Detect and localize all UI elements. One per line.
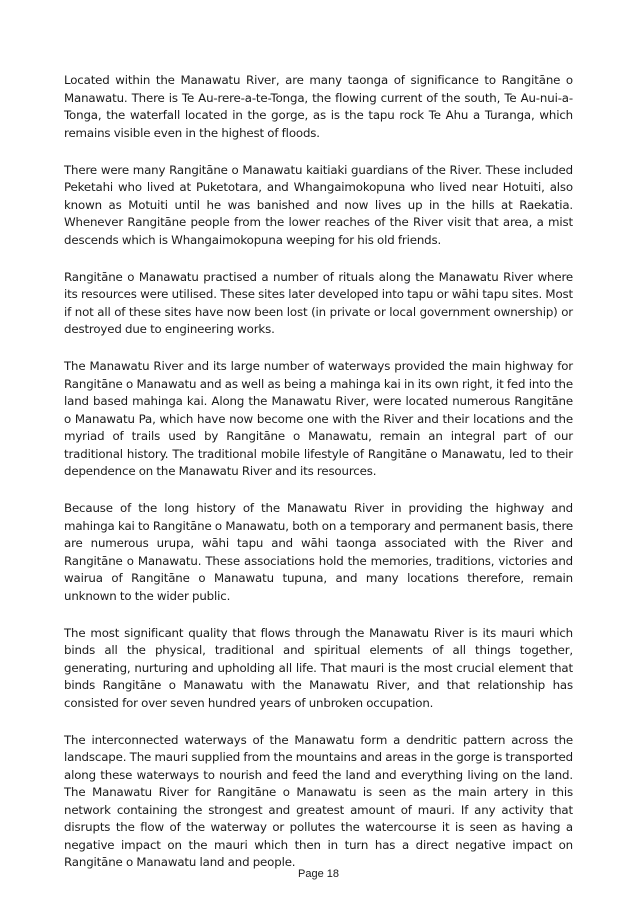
page-number: Page 18 <box>298 868 339 880</box>
paragraph-highway: The Manawatu River and its large number of waterways provided the main highway for Rangitāne o Manawatu and as well as being a mahinga kai in its own right, it fed into the land based mahinga kai. Along the Manawatu River, were located numerous Rangitāne o Manawatu Pa, which have now become one with the River and their locations and the myriad of trails used by Rangitāne o Manawatu, remain an integral part of our traditional history. The traditional mobile lifestyle of Rangitāne o Manawatu, led to their dependence on the Manawatu River and its resources. <box>64 359 573 478</box>
paragraph-taonga: Located within the Manawatu River, are many taonga of significance to Rangitāne o Manawatu. There is Te Au-rere-a-te-Tonga, the flowing current of the south, Te Au-nui-a-Tonga, the waterfall located in the gorge, as is the tapu rock Te Ahu a Turanga, which remains visible even in the highest of floods. <box>64 73 573 140</box>
page-body <box>64 72 573 891</box>
paragraph-rituals: Rangitāne o Manawatu practised a number of rituals along the Manawatu River where its resources were utilised. These sites later developed into tapu or wāhi tapu sites. Most if not all of these sites have now been lost (in private or local government ownership) or destroyed due to engineering works. <box>64 269 573 336</box>
paragraph-mauri: The most significant quality that flows through the Manawatu River is its mauri which binds all the physical, traditional and spiritual elements of all things together, generating, nurturing and upholding all life. That mauri is the most crucial element that binds Rangitāne o Manawatu with the Manawatu River, and that relationship has consisted for over seven hundred years of unbroken occupation. <box>64 625 573 710</box>
paragraph-history: Because of the long history of the Manawatu River in providing the highway and mahinga kai to Rangitāne o Manawatu, both on a temporary and permanent basis, there are numerous urupa, wāhi tapu and wāhi taonga associated with the River and Rangitāne o Manawatu. These associations hold the memories, traditions, victories and wairua of Rangitāne o Manawatu tupuna, and many locations therefore, remain unknown to the wider public. <box>64 501 573 603</box>
paragraph-waterways: The interconnected waterways of the Manawatu form a dendritic pattern across the landscape. The mauri supplied from the mountains and areas in the gorge is transported along these waterways to nourish and feed the land and everything living on the land. The Manawatu River for Rangitāne o Manawatu is seen as the main artery in this network containing the strongest and greatest amount of mauri. If any activity that disrupts the flow of the waterway or pollutes the watercourse it is seen as having a negative impact on the mauri which then in turn has a direct negative impact on Rangitāne o Manawatu land and people. <box>64 732 573 869</box>
paragraph-kaitiaki: There were many Rangitāne o Manawatu kaitiaki guardians of the River. These included Peketahi who lived at Puketotara, and Whangaimokopuna who lived near Hotuiti, also known as Motuiti until he was banished and now lives up in the hills at Raekatia. Whenever Rangitāne people from the lower reaches of the River visit that area, a mist descends which is Whangaimokopuna weeping for his old friends. <box>64 162 573 247</box>
